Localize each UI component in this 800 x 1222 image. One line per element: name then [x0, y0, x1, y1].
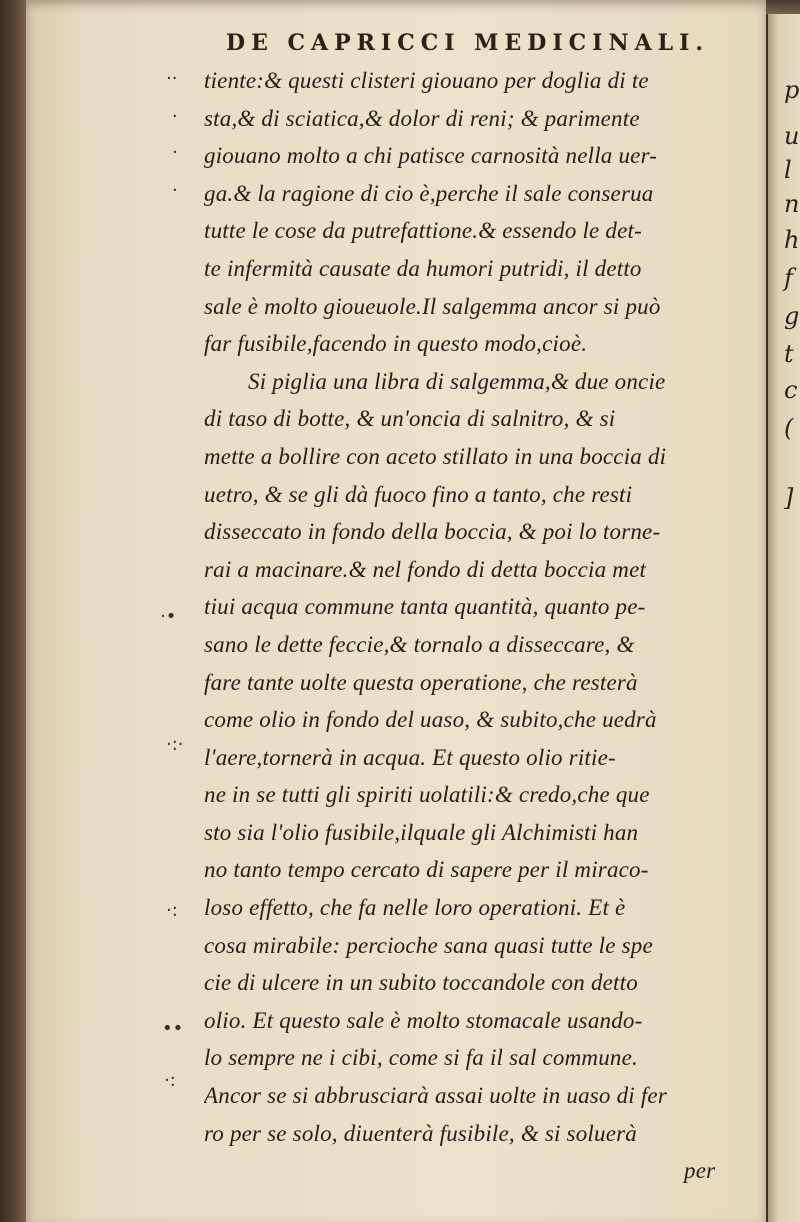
text-line: ro per se solo, diuenterà fusibile, & si soluerà [204, 1120, 637, 1146]
text-line: sale è molto gioueuole.Il salgemma ancor si può [204, 293, 661, 319]
text-line: mette a bollire con aceto stillato in una boccia di [204, 443, 667, 469]
text-line: te infermità causate da humori putridi, il detto [204, 255, 642, 281]
page-text [204, 62, 744, 1190]
text-line: disseccato in fondo della boccia, & poi lo torne- [204, 519, 661, 545]
text-line: Si piglia una libra di salgemma,& due oncie [248, 368, 666, 394]
margin-mark: ·: [166, 900, 178, 921]
text-line: tiui acqua commune tanta quantità, quanto pe- [204, 594, 646, 620]
text-line: no tanto tempo cercato di sapere per il miraco- [204, 857, 649, 883]
running-header: DE CAPRICCI MEDICINALI. [226, 30, 710, 56]
text-line: giouano molto a chi patisce carnosità nella uer- [204, 143, 658, 169]
catchword: per [684, 1158, 716, 1184]
book-binding [0, 0, 26, 1222]
adjacent-page-letter: p [784, 76, 800, 104]
text-line: l'aere,tornerà in acqua. Et questo olio ritie- [204, 744, 616, 770]
margin-mark: ·: [164, 1070, 176, 1091]
text-line: loso effetto, che fa nelle loro operationi. Et è [204, 895, 626, 921]
text-line: olio. Et questo sale è molto stomacale usando- [204, 1007, 643, 1033]
text-line: rai a macinare.& nel fondo di detta boccia met [204, 556, 647, 582]
adjacent-page-letter: h [784, 226, 800, 254]
margin-mark: ·:· [166, 734, 184, 755]
text-line: cie di ulcere in un subito toccandole con detto [204, 970, 638, 996]
adjacent-page-letter: g [784, 302, 800, 330]
text-line: come olio in fondo del uaso, & subito,che uedrà [204, 707, 657, 733]
adjacent-page-letter: u [784, 122, 800, 150]
adjacent-page-letter: c [784, 376, 798, 404]
adjacent-page-letter: f [784, 264, 793, 292]
text-line: cosa mirabile: percioche sana quasi tutte le spe [204, 932, 653, 958]
margin-mark: •• [162, 1018, 184, 1039]
adjacent-page-letter: ] [784, 484, 794, 512]
margin-mark: · [172, 142, 178, 163]
adjacent-page-letter: t [784, 340, 794, 368]
text-line: lo sempre ne i cibi, come si fa il sal commune. [204, 1045, 638, 1071]
text-line: sano le dette feccie,& tornalo a disseccare, & [204, 631, 635, 657]
adjacent-page-letter: n [784, 190, 800, 218]
adjacent-page-letter: l [784, 156, 792, 184]
text-line: tiente:& questi clisteri giouano per doglia di te [204, 68, 649, 93]
text-line: sto sia l'olio fusibile,ilquale gli Alchimisti han [204, 819, 639, 845]
adjacent-page-letter: ( [784, 414, 794, 442]
text-line: ne in se tutti gli spiriti uolatili:& credo,che que [204, 782, 650, 808]
text-line: Ancor se si abbrusciarà assai uolte in uaso di fer [204, 1083, 667, 1109]
text-line: far fusibile,facendo in questo modo,cioè. [204, 331, 588, 357]
text-line: tutte le cose da putrefattione.& essendo le det- [204, 218, 642, 244]
margin-mark: ·• [160, 606, 177, 627]
text-line: ga.& la ragione di cio è,perche il sale conserua [204, 180, 654, 206]
text-line: fare tante uolte questa operatione, che resterà [204, 669, 638, 695]
adjacent-page-edge [766, 14, 800, 1222]
margin-mark: · [172, 106, 178, 127]
margin-mark: ·· [166, 68, 178, 89]
text-line: uetro, & se gli dà fuoco fino a tanto, che resti [204, 481, 633, 507]
text-line: di taso di botte, & un'oncia di salnitro, & si [204, 406, 616, 432]
margin-mark: · [172, 180, 178, 201]
text-line: sta,& di sciatica,& dolor di reni; & parimente [204, 105, 640, 131]
